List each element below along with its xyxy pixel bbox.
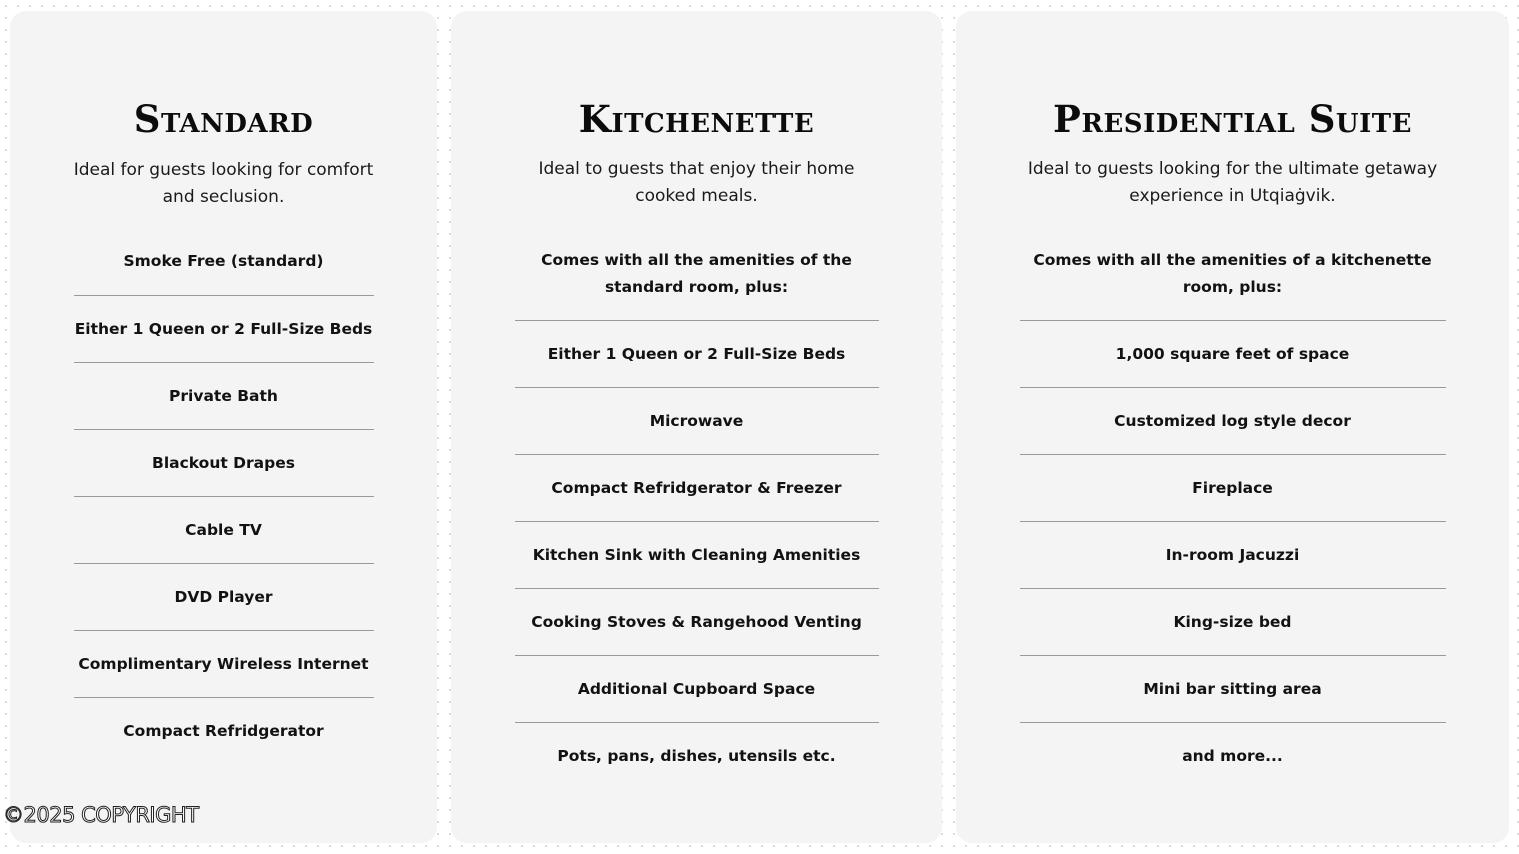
amenity-intro: Comes with all the amenities of a kitchenette room, plus: xyxy=(1020,235,1446,321)
amenity-item: Either 1 Queen or 2 Full-Size Beds xyxy=(74,296,374,363)
amenity-item: In-room Jacuzzi xyxy=(1020,522,1446,589)
amenity-item: Blackout Drapes xyxy=(74,430,374,497)
amenity-item: King-size bed xyxy=(1020,589,1446,656)
amenity-intro: Comes with all the amenities of the standard room, plus: xyxy=(515,235,879,321)
amenity-item: Fireplace xyxy=(1020,455,1446,522)
amenity-item: 1,000 square feet of space xyxy=(1020,321,1446,388)
amenity-item: Customized log style decor xyxy=(1020,388,1446,455)
amenity-item: Smoke Free (standard) xyxy=(74,236,374,296)
room-title: Kitchenette xyxy=(578,97,815,141)
amenity-item: Private Bath xyxy=(74,363,374,430)
amenity-item: Mini bar sitting area xyxy=(1020,656,1446,723)
room-title: Standard xyxy=(133,97,314,141)
copyright-notice: ©2025 COPYRIGHT xyxy=(3,803,199,827)
amenity-item: Complimentary Wireless Internet xyxy=(74,631,374,698)
amenity-list xyxy=(515,235,879,789)
room-description: Ideal to guests looking for the ultimate getaway experience in Utqiaġvik. xyxy=(1027,159,1438,206)
amenity-item: DVD Player xyxy=(74,564,374,631)
amenity-item: Cable TV xyxy=(74,497,374,564)
room-card-kitchenette xyxy=(451,11,942,843)
amenity-item: Compact Refridgerator & Freezer xyxy=(515,455,879,522)
amenity-item: Additional Cupboard Space xyxy=(515,656,879,723)
room-description: Ideal to guests that enjoy their home cooked meals. xyxy=(538,159,855,206)
amenity-list xyxy=(74,236,374,764)
room-card-presidential-suite xyxy=(956,11,1509,843)
amenity-item: Either 1 Queen or 2 Full-Size Beds xyxy=(515,321,879,388)
amenity-item: Compact Refridgerator xyxy=(123,721,324,740)
room-card-standard xyxy=(10,11,437,843)
amenity-item: Pots, pans, dishes, utensils etc. xyxy=(557,746,836,765)
amenity-list xyxy=(1020,235,1446,789)
room-title: Presidential Suite xyxy=(1053,97,1412,141)
amenity-item: Kitchen Sink with Cleaning Amenities xyxy=(515,522,879,589)
amenity-item: and more... xyxy=(1182,746,1283,765)
room-description: Ideal for guests looking for comfort and seclusion. xyxy=(73,160,374,207)
amenity-item: Cooking Stoves & Rangehood Venting xyxy=(515,589,879,656)
amenity-item: Microwave xyxy=(515,388,879,455)
